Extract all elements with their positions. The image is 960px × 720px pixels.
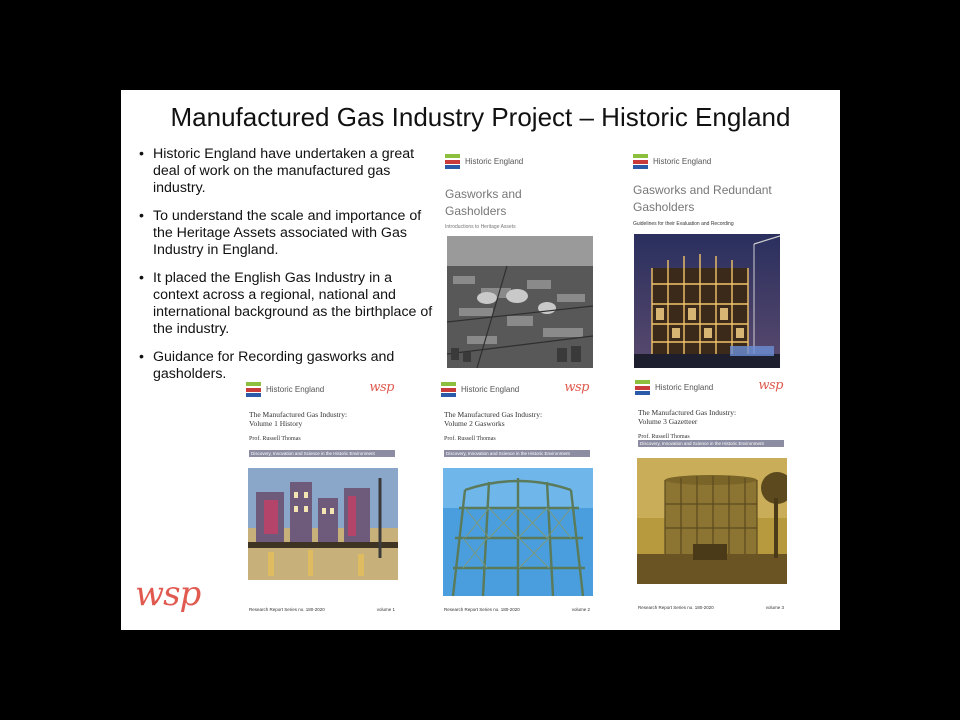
aerial-gasworks-photo	[447, 236, 593, 368]
slide-title: Manufactured Gas Industry Project – Historic England	[170, 102, 791, 132]
bullet-item: • Guidance for Recording gasworks and gasholders.	[139, 349, 434, 383]
wsp-logo: wsp	[758, 378, 783, 393]
wsp-logo: wsp	[564, 380, 589, 395]
cover-gasworks-gasholders	[443, 148, 595, 368]
publisher-name: Historic England	[461, 385, 520, 394]
historic-england-logo	[246, 382, 324, 397]
cover-title: Gasworks and Gasholders	[445, 187, 522, 218]
cover-footer: Research Report Series no. 180-2020 volume 2	[444, 607, 590, 612]
historic-england-mark-icon	[635, 380, 650, 395]
publisher-name: Historic England	[653, 157, 712, 166]
historic-england-mark-icon	[633, 154, 648, 169]
cover-band: Discovery, Innovation and Science in the Historic Environment	[638, 440, 784, 447]
historic-england-mark-icon	[246, 382, 261, 397]
cover-title: Gasworks and Redundant Gasholders	[633, 183, 772, 214]
cover-band: Discovery, Innovation and Science in the Historic Environment	[444, 450, 590, 457]
cover-subtitle: Guidelines for their Evaluation and Recording	[633, 221, 734, 227]
bullet-item: • Historic England have undertaken a great deal of work on the manufactured gas industry.	[139, 146, 434, 197]
gasholder-frame-photo	[443, 468, 593, 596]
bullet-item: • To understand the scale and importance of the Heritage Assets associated with Gas Industry in England.	[139, 208, 434, 259]
publisher-name: Historic England	[655, 383, 714, 392]
wsp-logo: wsp	[369, 380, 394, 395]
cover-subtitle: Introductions to Heritage Assets	[445, 224, 516, 230]
publisher-name: Historic England	[266, 385, 325, 394]
slide	[121, 90, 840, 630]
cover-author: Prof. Russell Thomas	[638, 434, 690, 440]
cover-footer: Research Report Series no. 180-2020 volume 3	[638, 605, 784, 610]
historic-england-logo	[635, 380, 713, 395]
historic-england-logo	[445, 154, 523, 169]
cover-author: Prof. Russell Thomas	[249, 436, 301, 442]
cover-band: Discovery, Innovation and Science in the Historic Environment	[249, 450, 395, 457]
cover-volume-2-gasworks	[439, 376, 595, 616]
cover-footer: Research Report Series no. 180-2020 volume 1	[249, 607, 395, 612]
cover-title: The Manufactured Gas Industry: Volume 1 History	[249, 410, 348, 428]
bullet-list	[139, 146, 434, 394]
cover-gasworks-redundant-gasholders	[631, 148, 783, 370]
gasworks-painting	[248, 468, 398, 580]
cover-volume-1-history	[244, 376, 400, 616]
historic-england-mark-icon	[445, 154, 460, 169]
cover-title: The Manufactured Gas Industry: Volume 2 Gasworks	[444, 410, 543, 428]
lit-gasholder-photo	[634, 234, 780, 368]
cover-author: Prof. Russell Thomas	[444, 436, 496, 442]
cover-title: The Manufactured Gas Industry: Volume 3 Gazetteer	[638, 408, 737, 426]
publisher-name: Historic England	[465, 157, 524, 166]
historic-england-mark-icon	[441, 382, 456, 397]
wsp-logo-large: wsp	[135, 574, 201, 614]
historic-england-logo	[441, 382, 519, 397]
historic-england-logo	[633, 154, 711, 169]
sepia-gasholder-photo	[637, 458, 787, 584]
bullet-item: • It placed the English Gas Industry in a context across a regional, national and international background as the birthplace of the industry.	[139, 270, 434, 338]
cover-volume-3-gazetteer	[633, 374, 789, 614]
